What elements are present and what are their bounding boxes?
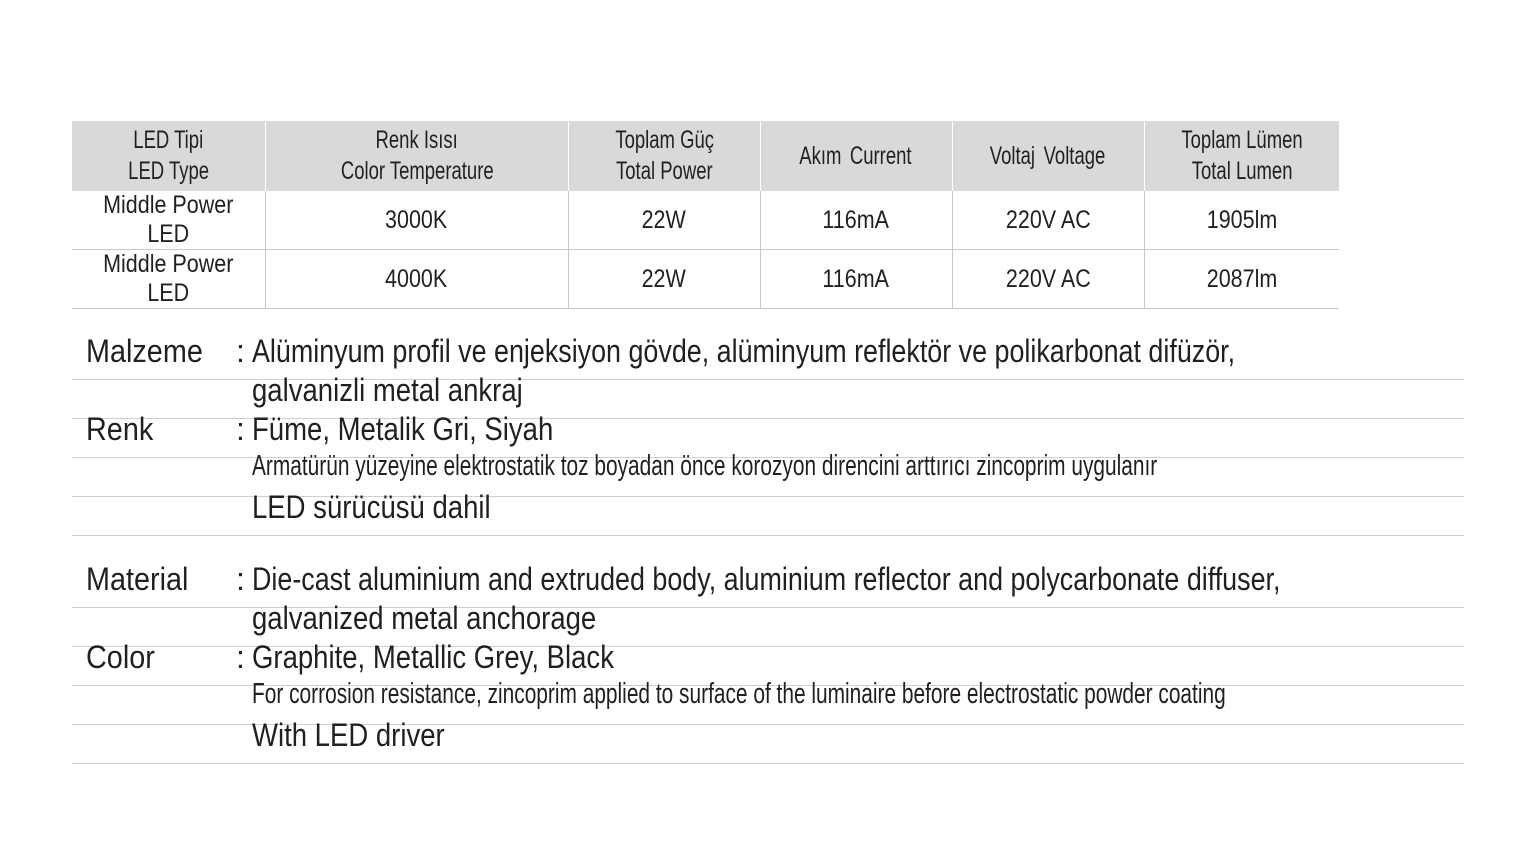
table-row — [72, 250, 1339, 309]
header-total-lumen: Toplam LümenTotal Lumen — [1144, 121, 1339, 191]
material-text-tr-line2: galvanizli metal ankraj — [252, 372, 523, 408]
cell-color-temperature: 3000K — [265, 191, 568, 250]
colon: : — [236, 333, 245, 369]
material-label-tr: Malzeme — [86, 333, 203, 369]
color-label-tr: Renk — [86, 411, 154, 447]
cell-total-lumen: 2087lm — [1144, 250, 1339, 309]
turkish-description — [72, 333, 1464, 536]
material-text-en-line2: galvanized metal anchorage — [252, 600, 597, 636]
header-led-type: LED TipiLED Type — [72, 121, 265, 191]
spec-table — [72, 121, 1339, 309]
header-voltage: Voltaj Voltage — [952, 121, 1144, 191]
english-description — [72, 561, 1464, 764]
material-text-tr-line1: Alüminyum profil ve enjeksiyon gövde, alüminyum reflektör ve polikarbonat difüzör, — [252, 333, 1236, 369]
color-label-en: Color — [86, 639, 155, 675]
table-header-row — [72, 121, 1339, 191]
cell-led-type: Middle Power LED — [72, 191, 265, 250]
color-text-en-line1: Graphite, Metallic Grey, Black — [252, 639, 614, 675]
cell-total-power: 22W — [568, 191, 760, 250]
cell-total-lumen: 1905lm — [1144, 191, 1339, 250]
colon: : — [236, 411, 245, 447]
colon: : — [236, 561, 245, 597]
color-text-tr-line3: LED sürücüsü dahil — [252, 489, 491, 525]
desc-row — [72, 489, 1464, 536]
color-text-tr-line2: Armatürün yüzeyine elektrostatik toz boyadan önce korozyon direncini arttırıcı zincoprim uygulanır — [252, 450, 1158, 482]
color-text-tr-line1: Füme, Metalik Gri, Siyah — [252, 411, 554, 447]
material-label-en: Material — [86, 561, 189, 597]
cell-led-type: Middle Power LED — [72, 250, 265, 309]
cell-voltage: 220V AC — [952, 191, 1144, 250]
cell-current: 116mA — [760, 191, 952, 250]
cell-total-power: 22W — [568, 250, 760, 309]
material-text-en-line1: Die-cast aluminium and extruded body, aluminium reflector and polycarbonate diffuser, — [252, 561, 1281, 597]
cell-current: 116mA — [760, 250, 952, 309]
color-text-en-line2: For corrosion resistance, zincoprim applied to surface of the luminaire before electrostatic powder coating — [252, 678, 1226, 710]
colon: : — [236, 639, 245, 675]
desc-row — [72, 717, 1464, 764]
table-row — [72, 191, 1339, 250]
header-color-temperature: Renk IsısıColor Temperature — [265, 121, 568, 191]
cell-color-temperature: 4000K — [265, 250, 568, 309]
header-current: Akım Current — [760, 121, 952, 191]
color-text-en-line3: With LED driver — [252, 717, 445, 753]
header-total-power: Toplam GüçTotal Power — [568, 121, 760, 191]
cell-voltage: 220V AC — [952, 250, 1144, 309]
